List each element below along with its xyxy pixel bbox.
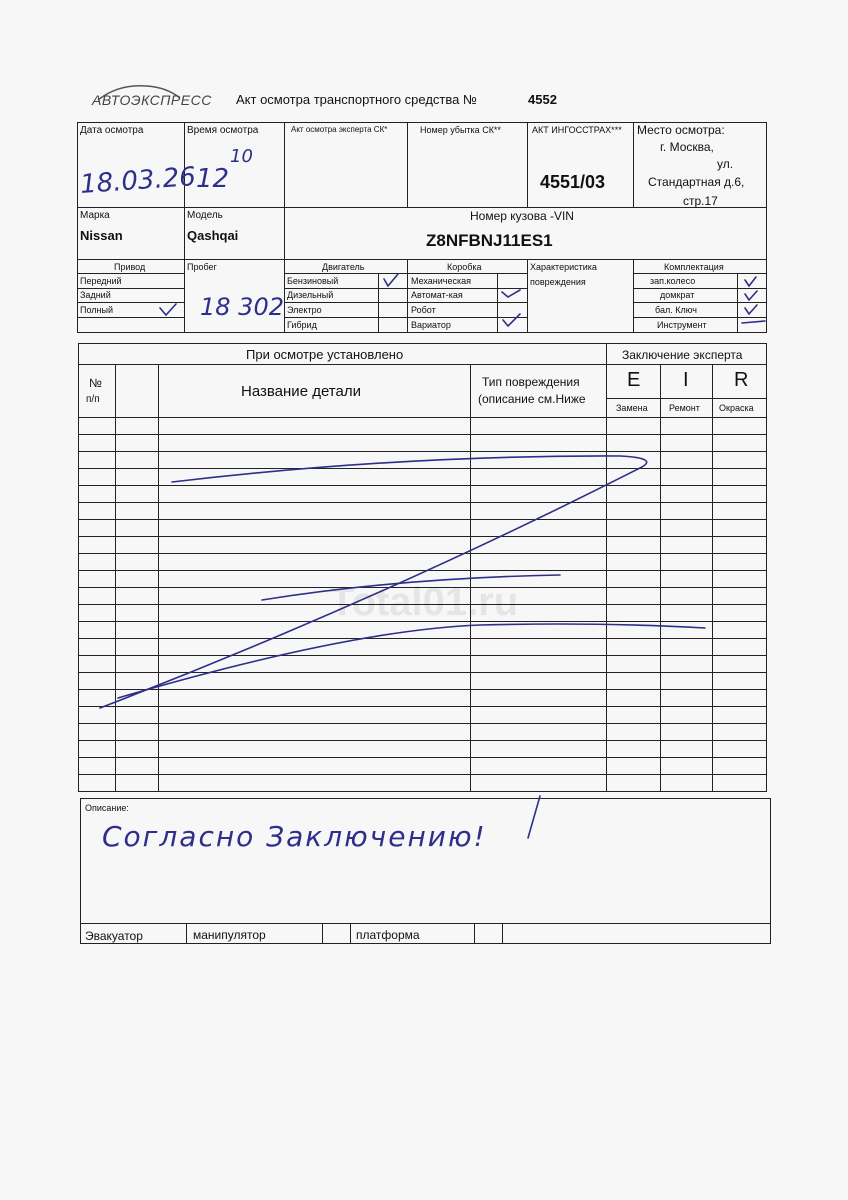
vin-value: Z8NFBNJ11ES1 [426,231,553,250]
model-label: Модель [187,210,223,221]
check-wrench-icon [745,305,757,314]
gearbox-option-robot: Робот [411,305,436,315]
equipment-option-jack: домкрат [660,290,695,300]
manipulator-label: манипулятор [193,928,266,942]
evacuator-label: Эвакуатор [85,929,143,943]
engine-option-electric: Электро [287,305,322,315]
brand-value: Nissan [80,228,123,243]
check-cvt-icon [503,314,520,326]
gearbox-option-cvt: Вариатор [411,320,451,330]
place-city: г. Москва, [660,140,714,154]
date-value: 18.03.26 [79,161,197,201]
col-e-label: E [627,369,641,391]
brand-label: Марка [80,210,110,221]
platform-label: платформа [356,928,420,942]
num-label: № [89,376,102,390]
date-label: Дата осмотра [80,125,144,136]
col-e-sub: Замена [616,403,648,413]
check-jack-icon [745,291,757,300]
equipment-option-tools: Инструмент [657,320,707,330]
gearbox-option-manual: Механическая [411,276,472,286]
damage-char-label-2: повреждения [530,277,586,287]
vin-label: Номер кузова -VIN [470,209,574,223]
check-spare-icon [745,277,756,286]
damage-type-label: Тип повреждения [482,375,580,389]
time-label: Время осмотра [187,125,259,136]
col-r-label: R [734,369,749,391]
mileage-value: 18 302 [200,293,284,321]
mileage-label: Пробег [187,262,217,272]
gearbox-label: Коробка [447,262,482,272]
col-i-sub: Ремонт [669,403,700,413]
place-street-2: Стандартная д.6, [648,175,745,189]
engine-option-diesel: Дизельный [287,290,334,300]
watermark: Total01.ru [330,580,519,624]
page-title: Акт осмотра транспортного средства № [236,92,477,107]
damage-type-label-2: (описание см.Ниже [478,392,586,406]
place-label: Место осмотра: [637,123,725,137]
cancel-line-top [172,456,647,482]
drive-option-front: Передний [80,276,122,286]
established-label: При осмотре установлено [246,347,404,362]
col-i-label: I [683,369,689,391]
equipment-label: Комплектация [664,262,724,272]
place-street-3: стр.17 [683,194,718,208]
engine-option-petrol: Бензиновый [287,276,339,286]
gearbox-option-automatic: Автомат-кая [411,290,463,300]
act-number: 4552 [528,92,557,107]
col-r-sub: Окраска [719,403,754,413]
engine-option-hybrid: Гибрид [287,320,317,330]
drive-label: Привод [114,262,146,272]
damage-char-label: Характеристика [530,262,597,272]
place-street-1: ул. [717,157,734,171]
loss-number-label: Номер убытка СК** [420,125,501,135]
part-name-label: Название детали [241,383,361,400]
expert-act-label: Акт осмотра эксперта СК* [291,125,388,134]
check-tools-icon [742,321,765,323]
engine-label: Двигатель [322,262,365,272]
cancel-line-bottom [118,624,705,698]
exclamation-stroke [528,796,540,838]
logo-text: АВТОЭКСПРЕСС [92,92,212,108]
ingos-act-value: 4551/03 [540,172,606,192]
description-handwritten: Согласно Заключению! [102,820,487,853]
check-petrol-icon [384,274,398,286]
drive-option-full: Полный [80,305,113,315]
conclusion-label: Заключение эксперта [622,348,743,362]
time-hours: 12 [196,164,230,194]
num-label-2: п/п [86,394,100,405]
check-full-drive-icon [160,304,176,315]
check-automatic-icon [502,290,520,297]
ingos-act-label: АКТ ИНГОССТРАХ*** [532,125,622,135]
time-minutes: 10 [230,146,253,167]
cancel-line-diagonal [100,468,640,708]
cancel-line-middle [262,575,560,600]
model-value: Qashqai [187,228,239,243]
equipment-option-wrench: бал. Ключ [655,305,697,315]
equipment-option-spare: зап.колесо [650,276,696,286]
description-label: Описание: [85,803,129,813]
drive-option-rear: Задний [80,290,111,300]
